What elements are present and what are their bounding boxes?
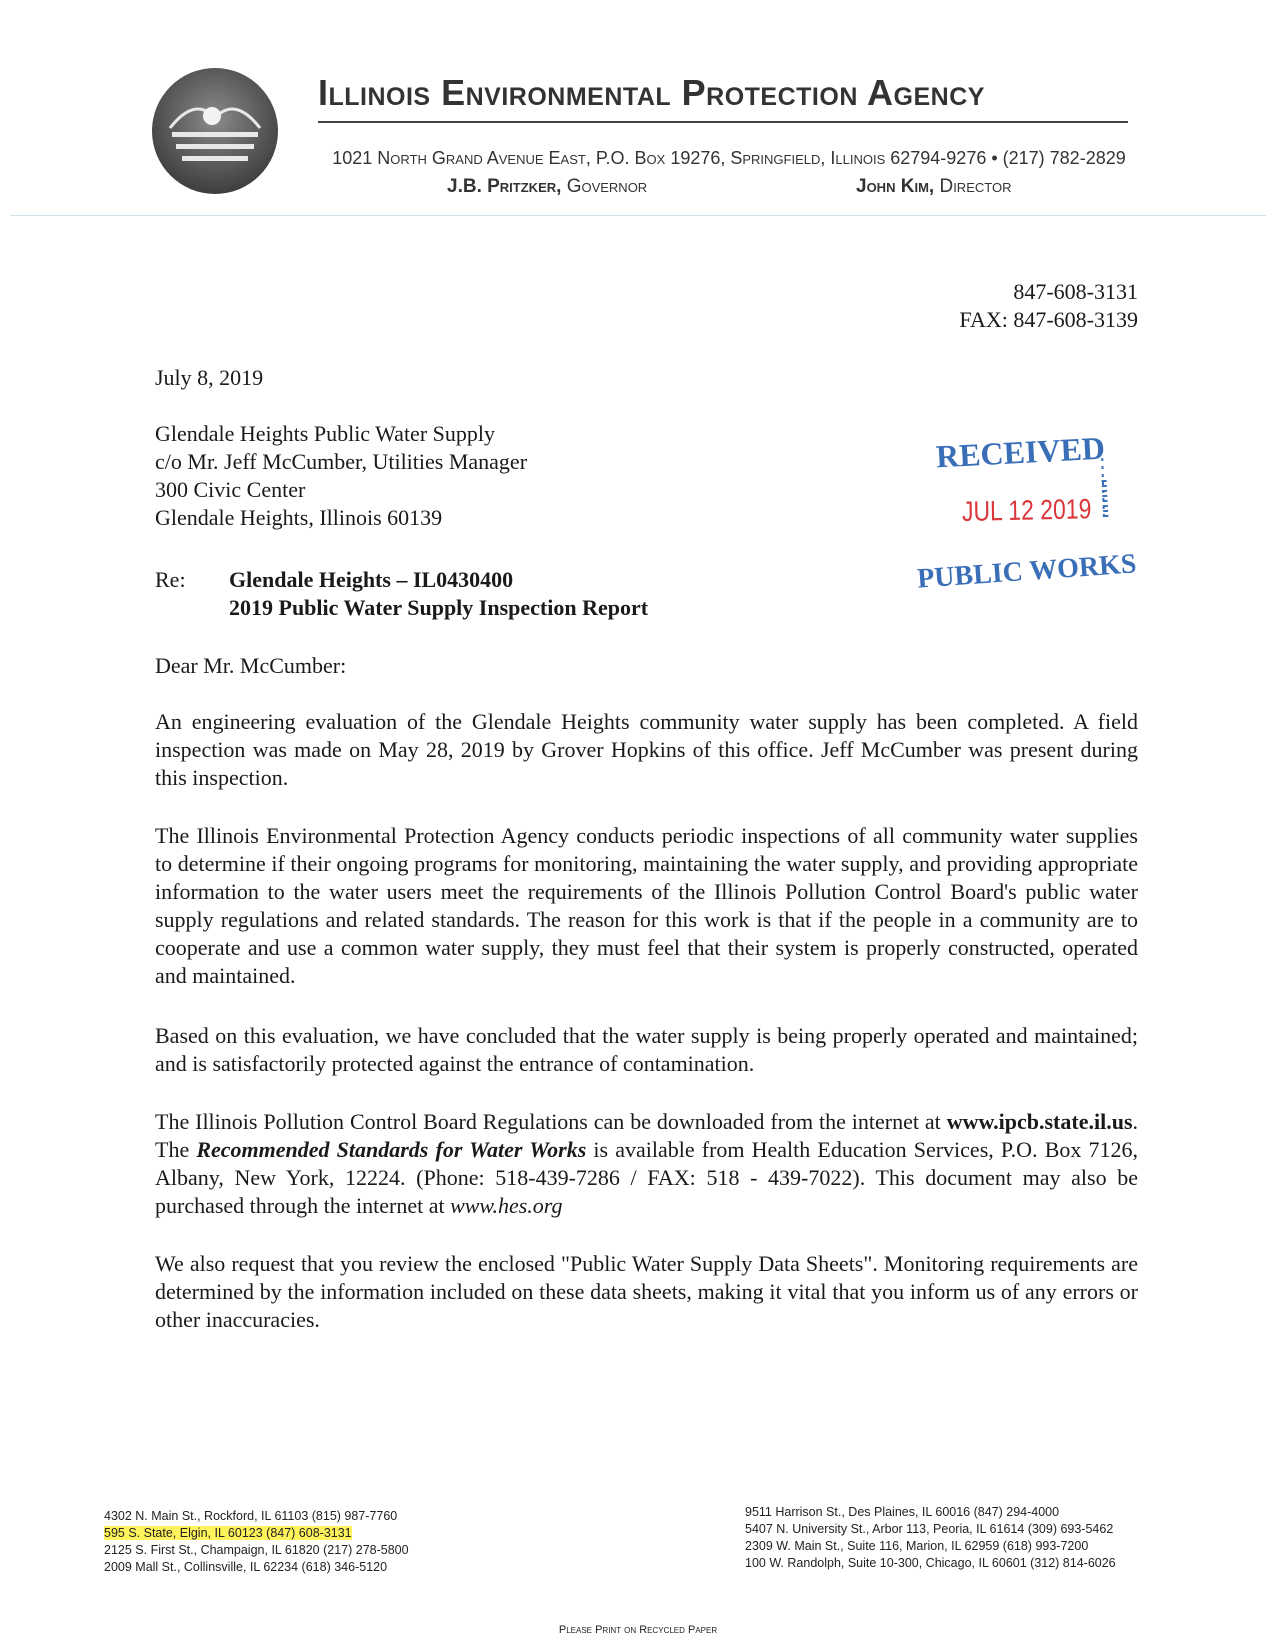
paragraph-1 bbox=[155, 708, 1138, 792]
agency-name: Illinois Environmental Protection Agency bbox=[318, 72, 985, 113]
paragraph-text bbox=[155, 1108, 1138, 1220]
recipient-address bbox=[155, 420, 527, 532]
re-line: 2019 Public Water Supply Inspection Report bbox=[229, 595, 649, 620]
office-address: 2309 W. Main St., Suite 116, Marion, IL 62959 (618) 993-7200 bbox=[745, 1539, 1089, 1553]
governor-name: J.B. Pritzker, bbox=[447, 176, 562, 197]
salutation: Dear Mr. McCumber: bbox=[155, 653, 347, 678]
agency-logo bbox=[150, 66, 280, 196]
paragraph-text: Based on this evaluation, we have concluded that the water supply is being properly operated and maintained; and is satisfactorily protected against the entrance of contamination. bbox=[155, 1023, 1138, 1076]
footer-offices-right bbox=[745, 1504, 1116, 1572]
paragraph-3 bbox=[155, 1022, 1138, 1078]
recipient-line: Glendale Heights, Illinois 60139 bbox=[155, 505, 443, 530]
ipcb-link[interactable]: www.ipcb.state.il.us bbox=[946, 1109, 1133, 1134]
fax-number: FAX: 847-608-3139 bbox=[959, 307, 1138, 332]
title-rule bbox=[318, 121, 1128, 123]
standards-title: Recommended Standards for Water Works bbox=[196, 1137, 587, 1162]
paragraph-4 bbox=[155, 1108, 1138, 1220]
agency-address: 1021 North Grand Avenue East, P.O. Box 19276, Springfield, Illinois 62794-9276 • (217) 782-2829 bbox=[332, 148, 1126, 168]
paragraph-2 bbox=[155, 822, 1138, 990]
stamp-received: RECEIVED bbox=[935, 429, 1106, 475]
paragraph-5 bbox=[155, 1250, 1138, 1334]
stamp-department: PUBLIC WORKS bbox=[916, 548, 1138, 595]
phone-number: 847-608-3131 bbox=[1013, 279, 1138, 304]
p4-text-a: The Illinois Pollution Control Board Regulations can be downloaded from the internet at bbox=[155, 1109, 947, 1134]
director-title: Director bbox=[939, 176, 1012, 197]
recipient-line: Glendale Heights Public Water Supply bbox=[155, 421, 495, 446]
paragraph-text: An engineering evaluation of the Glendale Heights community water supply has been completed. A field inspection was made on May 28, 2019 by Grover Hopkins of this office. Jeff McCumber was present during this inspection. bbox=[155, 709, 1138, 790]
p4-text-b: . The bbox=[155, 1109, 1138, 1162]
office-address: 9511 Harrison St., Des Plaines, IL 60016 (847) 294-4000 bbox=[745, 1505, 1060, 1519]
recipient-line: c/o Mr. Jeff McCumber, Utilities Manager bbox=[155, 449, 528, 474]
office-address: 2009 Mall St., Collinsville, IL 62234 (618) 346-5120 bbox=[104, 1560, 388, 1574]
header-divider bbox=[10, 215, 1266, 216]
office-address-highlighted bbox=[104, 1525, 409, 1542]
stamp-date: JUL 12 2019 bbox=[961, 493, 1092, 527]
p4-text-c: is available from Health Education Services, P.O. Box 7126, Albany, New York, 12224. (Phone: 518-439-7286 / FAX: 518 - 439-7022). This document may also be purchased through the internet at bbox=[155, 1137, 1139, 1218]
governor-line bbox=[447, 176, 647, 198]
director-name: John Kim, bbox=[856, 176, 935, 197]
recycled-paper-note: Please Print on Recycled Paper bbox=[558, 1624, 718, 1636]
governor-title: Governor bbox=[566, 176, 648, 197]
hes-link[interactable]: www.hes.org bbox=[450, 1193, 563, 1218]
office-address: 2125 S. First St., Champaign, IL 61820 (217) 278-5800 bbox=[104, 1543, 409, 1557]
office-address: 4302 N. Main St., Rockford, IL 61103 (815) 987-7760 bbox=[104, 1509, 398, 1523]
letter-date: July 8, 2019 bbox=[155, 365, 264, 390]
re-label: Re: bbox=[155, 567, 186, 592]
highlighted-address: 595 S. State, Elgin, IL 60123 (847) 608-3131 bbox=[104, 1526, 352, 1540]
office-address: 100 W. Randolph, Suite 10-300, Chicago, IL 60601 (312) 814-6026 bbox=[745, 1556, 1116, 1570]
re-subject bbox=[229, 566, 648, 622]
office-address: 5407 N. University St., Arbor 113, Peoria, IL 61614 (309) 693-5462 bbox=[745, 1522, 1114, 1536]
director-line bbox=[856, 176, 1011, 198]
contact-block bbox=[959, 278, 1138, 334]
paragraph-text: We also request that you review the enclosed "Public Water Supply Data Sheets". Monitoring requirements are determined by the information included on these data sheets, making it vital that you inform us of any errors or other inaccuracies. bbox=[155, 1251, 1138, 1332]
paragraph-text: The Illinois Environmental Protection Agency conducts periodic inspections of all community water supplies to determine if their ongoing programs for monitoring, maintaining the water supply, and providing appropriate information to the water users meet the requirements of the Illinois Pollution Control Board's public water supply regulations and related standards. The reason for this work is that if the people in a community are to cooperate and use a common water supply, they must feel that their system is properly constructed, operated and maintained. bbox=[155, 823, 1138, 988]
re-line: Glendale Heights – IL0430400 bbox=[229, 567, 514, 592]
footer-offices-left bbox=[104, 1508, 409, 1576]
recipient-line: 300 Civic Center bbox=[155, 477, 306, 502]
